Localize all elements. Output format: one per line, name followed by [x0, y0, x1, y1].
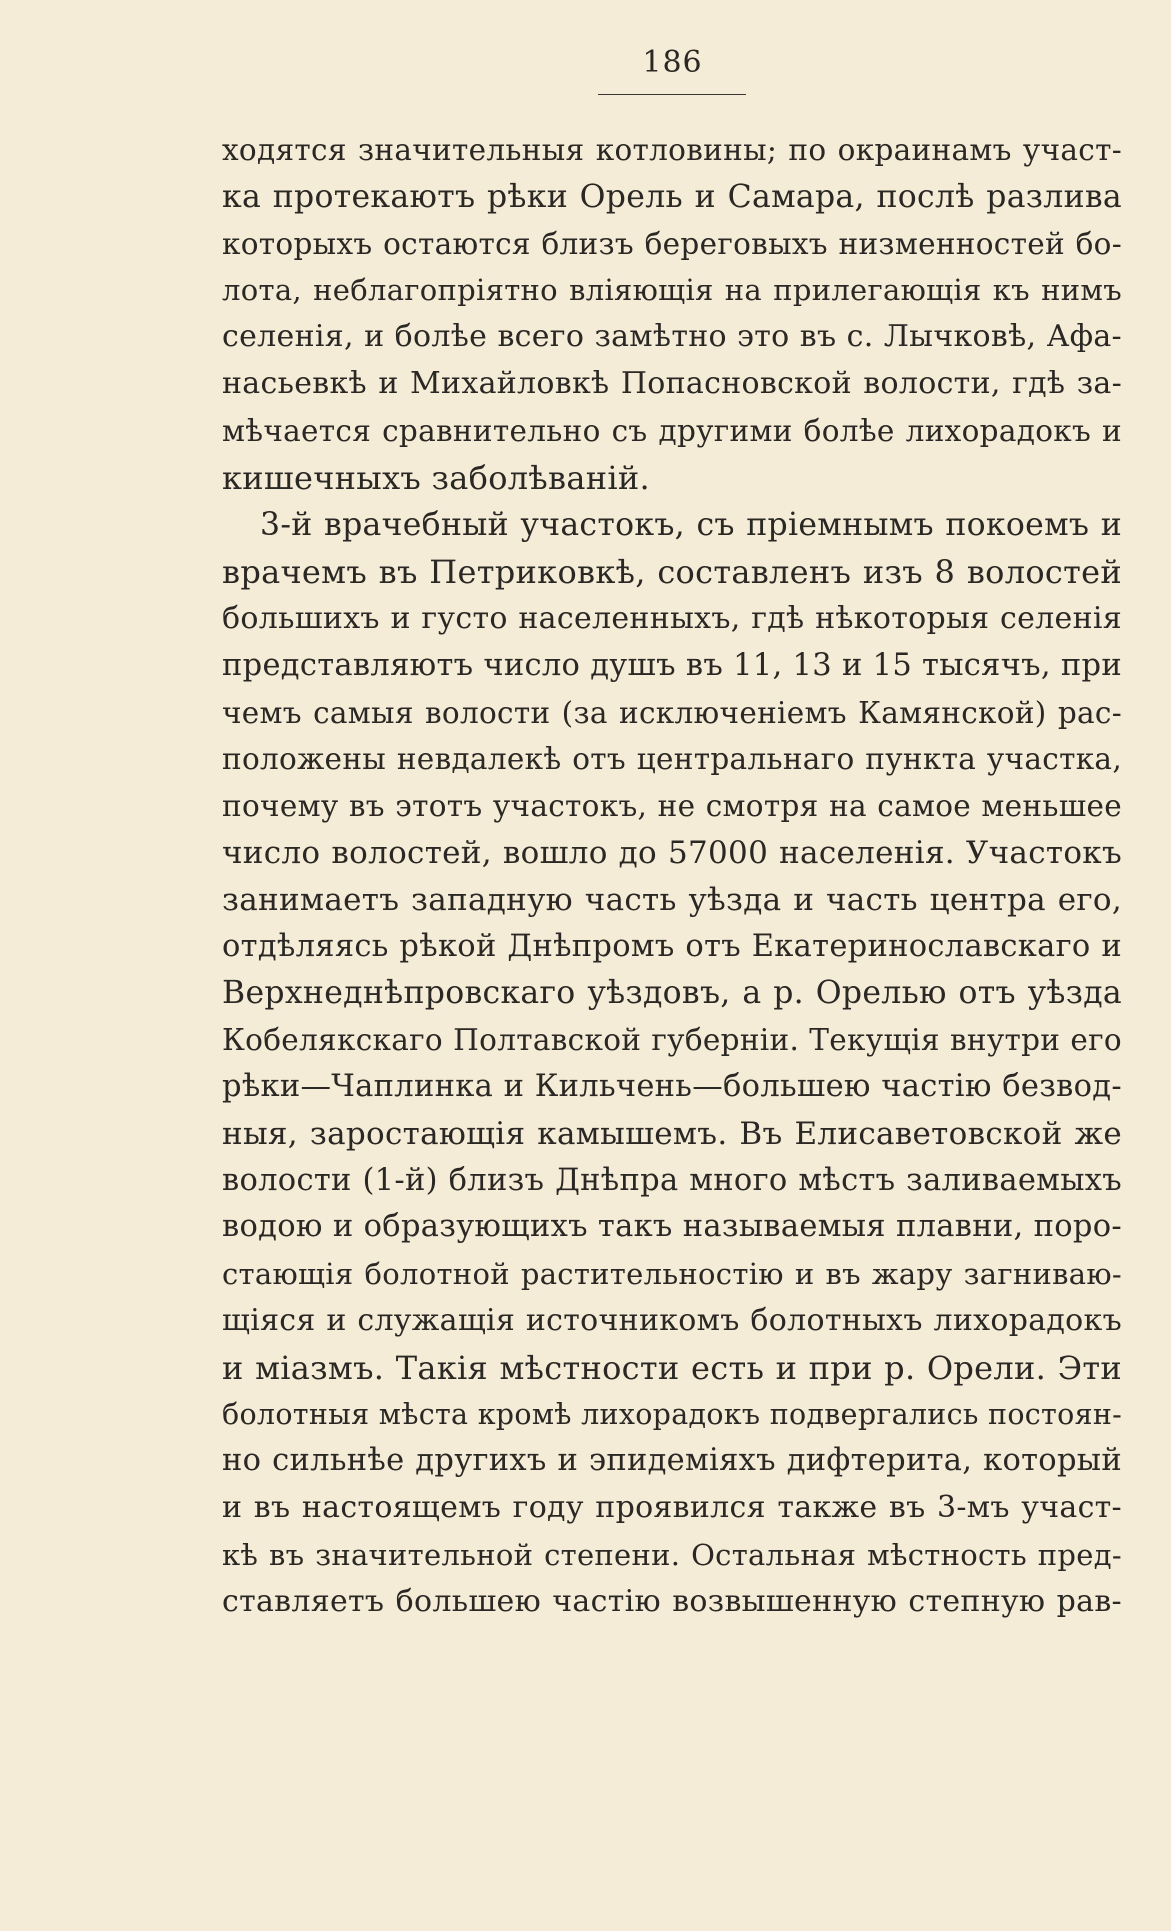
- text-line: почему въ этотъ участокъ, не смотря на самое меньшее: [222, 789, 1122, 824]
- text-line: врачемъ въ Петриковкѣ, составленъ изъ 8 волостей: [222, 553, 1122, 592]
- text-line: рѣки—Чаплинка и Кильчень—большею частію безвод-: [222, 1068, 1122, 1104]
- text-line: щіяся и служащія источникомъ болотныхъ лихорадокъ: [222, 1302, 1122, 1338]
- text-line: лота, неблагопріятно вліяющія на прилегающія къ нимъ: [222, 273, 1122, 308]
- text-line: отдѣляясь рѣкой Днѣпромъ отъ Екатеринославскаго и: [222, 928, 1122, 964]
- text-line: которыхъ остаются близъ береговыхъ низменностей бо-: [222, 226, 1122, 261]
- text-line: селенія, и болѣе всего замѣтно это въ с. Лычковѣ, Афа-: [222, 319, 1122, 355]
- text-line: ставляетъ большею частію возвышенную степную рав-: [222, 1583, 1122, 1619]
- text-line: занимаетъ западную часть уѣзда и часть центра его,: [222, 881, 1122, 918]
- text-line: и въ настоящемъ году проявился также въ 3-мъ участ-: [222, 1490, 1122, 1526]
- paragraph-1: [222, 127, 1122, 501]
- text-line: большихъ и густо населенныхъ, гдѣ нѣкоторыя селенія: [222, 600, 1122, 636]
- text-line: и міазмъ. Такія мѣстности есть и при р. Орели. Эти: [222, 1348, 1122, 1387]
- text-line: стающія болотной растительностію и въ жару загниваю-: [222, 1257, 1122, 1292]
- text-line: ходятся значительныя котловины; по окраинамъ участ-: [222, 133, 1122, 167]
- text-line: Кобелякскаго Полтавской губерніи. Текущія внутри его: [222, 1023, 1122, 1058]
- header-rule: [598, 94, 746, 95]
- text-line: ка протекаютъ рѣки Орель и Самара, послѣ разлива: [222, 178, 1122, 215]
- text-line: но сильнѣе другихъ и эпидеміяхъ дифтерита, который: [222, 1443, 1122, 1479]
- text-line: 3-й врачебный участокъ, съ пріемнымъ покоемъ и: [260, 507, 1122, 544]
- body-text: [222, 127, 1122, 1626]
- text-line: ныя, заростающія камышемъ. Въ Елисаветовской же: [222, 1115, 1122, 1152]
- text-line: мѣчается сравнительно съ другими болѣе лихорадокъ и: [222, 413, 1122, 448]
- text-line: кишечныхъ заболѣваній.: [222, 458, 650, 497]
- text-line: Верхнеднѣпровскаго уѣздовъ, а р. Орелью отъ уѣзда: [222, 975, 1122, 1012]
- text-line: волости (1-й) близъ Днѣпра много мѣстъ заливаемыхъ: [222, 1162, 1122, 1198]
- text-line: чемъ самыя волости (за исключеніемъ Камянской) рас-: [222, 695, 1122, 730]
- text-line: кѣ въ значительной степени. Остальная мѣстность пред-: [222, 1537, 1122, 1572]
- text-line: число волостей, вошло до 57000 населенія. Участокъ: [222, 834, 1122, 871]
- page-number: 186: [642, 45, 703, 80]
- paragraph-2: [222, 502, 1122, 1625]
- text-line: представляютъ число душъ въ 11, 13 и 15 тысячъ, при: [222, 647, 1122, 683]
- text-line: болотныя мѣста кромѣ лихорадокъ подвергались постоян-: [222, 1397, 1123, 1431]
- text-line: положены невдалекѣ отъ центральнаго пункта участка,: [222, 742, 1122, 777]
- text-line: водою и образующихъ такъ называемыя плавни, поро-: [222, 1209, 1122, 1245]
- text-line: насьевкѣ и Михайловкѣ Попасновской волости, гдѣ за-: [222, 365, 1122, 401]
